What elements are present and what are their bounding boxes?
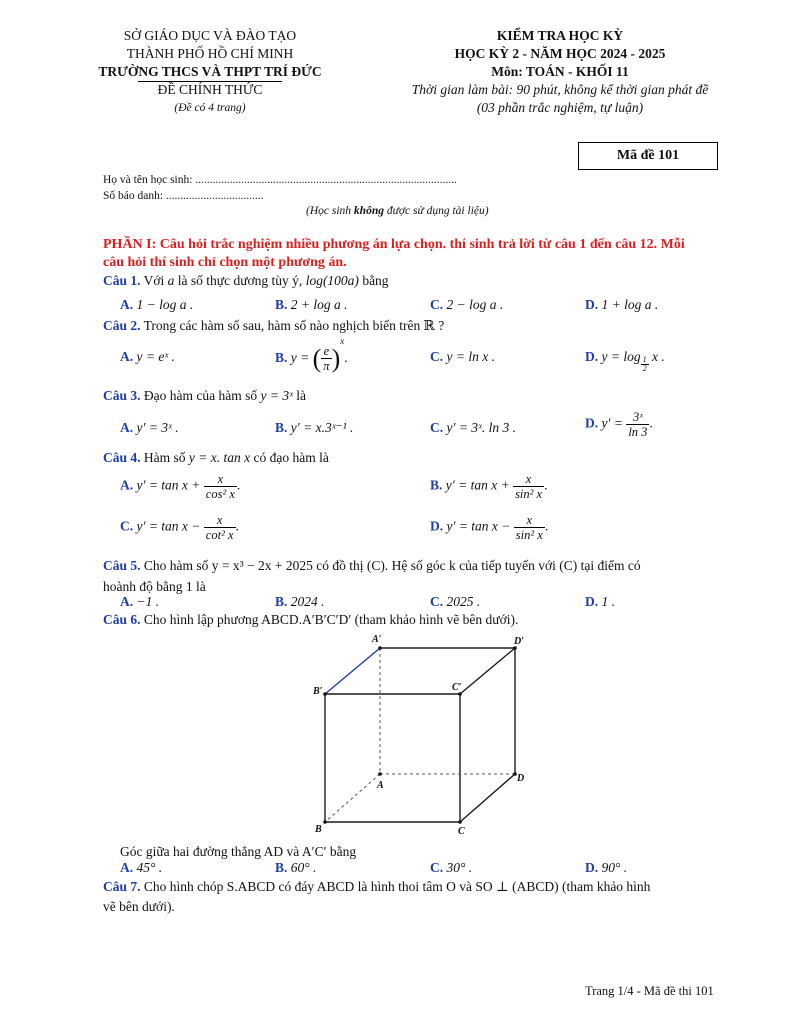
q6-option-d[interactable]: D. 90° . <box>585 860 628 875</box>
q5-option-b[interactable]: B. 2024 . <box>275 594 325 609</box>
question-6 <box>103 611 518 629</box>
label-c: C <box>458 826 465 837</box>
official-label: ĐỀ CHÍNH THỨC <box>30 81 390 99</box>
question-2 <box>103 317 444 335</box>
label-a1: A′ <box>372 634 382 645</box>
exam-code-box: Mã đề 101 <box>578 142 718 170</box>
q7-line2: vẽ bên dưới). <box>103 899 175 914</box>
q6-option-a[interactable]: A. 45° . <box>120 860 163 875</box>
edge-b1a1 <box>325 648 380 694</box>
label-b: B <box>315 824 322 835</box>
time-line: Thời gian làm bài: 90 phút, không kể thời gian phát đề <box>411 82 709 97</box>
q2-text: Trong các hàm số sau, hàm số nào nghịch biến trên ℝ ? <box>143 318 445 333</box>
page-count-note: (Đề có 4 trang) <box>174 102 246 114</box>
question-4 <box>103 449 329 467</box>
q3-option-a[interactable]: A. y′ = 3ˣ . <box>120 420 179 435</box>
q3-option-c[interactable]: C. y′ = 3ˣ. ln 3 . <box>430 420 516 435</box>
label-c1: C′ <box>452 682 462 693</box>
q5-option-a[interactable]: A. −1 . <box>120 594 160 609</box>
question-5 <box>103 555 723 597</box>
q2-option-b[interactable]: B. y = ( $\frac{e}{\pi}$ )$^x$. <box>275 336 348 374</box>
q6-option-b[interactable]: B. 60° . <box>275 860 317 875</box>
q4-text: Hàm số <box>143 450 186 465</box>
q4-option-a[interactable]: A. y′ = tan x + $\frac{x}{\text{cos² x}}$ . <box>120 472 241 501</box>
question-3 <box>103 387 306 405</box>
q5-option-d[interactable]: D. 1 . <box>585 594 615 609</box>
question-label: Câu 7. <box>103 879 141 894</box>
q4-expr: y = x. tan x <box>188 450 251 465</box>
question-label: Câu 5. <box>103 558 141 573</box>
q6-option-c[interactable]: C. 30° . <box>430 860 473 875</box>
page-footer: Trang 1/4 - Mã đề thi 101 <box>585 984 714 998</box>
school-header <box>30 27 390 117</box>
q6-question: Góc giữa hai đường thẳng AD và A′C′ bằng <box>120 844 357 859</box>
q6-text: Cho hình lập phương ABCD.A′B′C′D′ (tham khảo hình vẽ bên dưới). <box>143 612 519 627</box>
question-label: Câu 1. <box>103 273 141 288</box>
exam-header <box>350 27 770 117</box>
school-name: TRƯỜNG THCS VÀ THPT TRÍ ĐỨC <box>98 64 322 79</box>
exam-title: KIỂM TRA HỌC KỲ <box>496 28 624 43</box>
q4-option-c[interactable]: C. y′ = tan x − $\frac{x}{\text{cot² x}}$ . <box>120 513 239 542</box>
q5-line2: hoành độ bằng 1 là <box>103 579 206 594</box>
q5-option-c[interactable]: C. 2025 . <box>430 594 481 609</box>
edge-cd <box>460 774 515 822</box>
q4-text-b: có đạo hàm là <box>253 450 329 465</box>
question-label: Câu 4. <box>103 450 141 465</box>
q4-option-d[interactable]: D. y′ = tan x − $\frac{x}{\text{sin² x}}$ . <box>430 513 549 542</box>
student-id-line: Số báo danh: .................................. <box>103 190 264 202</box>
q5-line1: Câu 5. Cho hàm số y = x³ − 2x + 2025 có đồ thị (C). Hệ số góc k của tiếp tuyến với (C) tại điểm có <box>103 558 641 573</box>
label-d1: D′ <box>514 636 525 647</box>
q2-option-c[interactable]: C. y = ln x . <box>430 349 495 364</box>
q1-option-b[interactable]: B. 2 + log a . <box>275 297 348 312</box>
q2-option-d[interactable]: D. y = log $\frac{1}{2}$ x . <box>585 349 665 373</box>
student-name-line: Họ và tên học sinh: ........................................................................................... <box>103 174 457 186</box>
question-label: Câu 3. <box>103 388 141 403</box>
q3-text: Đạo hàm của hàm số <box>143 388 258 403</box>
part1-heading-line2: câu hỏi thí sinh chỉ chọn một phương án. <box>103 255 347 270</box>
subject-line: Môn: TOÁN - KHỐI 11 <box>491 64 629 79</box>
edge-ab-hidden <box>325 774 380 822</box>
semester-line: HỌC KỲ 2 - NĂM HỌC 2024 - 2025 <box>454 46 666 61</box>
q3-option-d[interactable]: D. y′ = $\frac{\text{3ˣ}}{\ln 3}$ . <box>585 410 653 439</box>
q3-option-b[interactable]: B. y′ = x.3ˣ⁻¹ . <box>275 420 354 435</box>
q7-line1: Câu 7. Cho hình chóp S.ABCD có đáy ABCD là hình thoi tâm O và SO ⊥ (ABCD) (tham khảo hình <box>103 879 651 894</box>
q1-text-a: Với <box>143 273 165 288</box>
cube-figure <box>300 628 540 840</box>
q1-text-c: bằng <box>362 273 389 288</box>
q1-var: a <box>167 273 175 288</box>
q1-option-a[interactable]: A. 1 − log a . <box>120 297 194 312</box>
q1-option-c[interactable]: C. 2 − log a . <box>430 297 504 312</box>
q1-option-d[interactable]: D. 1 + log a . <box>585 297 659 312</box>
dept-line: SỞ GIÁO DỤC VÀ ĐÀO TẠO <box>123 28 297 43</box>
materials-note: (Học sinh không được sử dụng tài liệu) <box>306 205 489 217</box>
q4-option-b[interactable]: B. y′ = tan x + $\frac{x}{\text{sin² x}}$ . <box>430 472 548 501</box>
question-label: Câu 6. <box>103 612 141 627</box>
question-7 <box>103 877 723 917</box>
part1-heading-line1: PHẦN I: Câu hỏi trắc nghiệm nhiều phương án lựa chọn. thí sinh trả lời từ câu 1 đến câu 12. Mỗi <box>103 237 685 252</box>
q3-expr: y = 3ˣ <box>260 388 293 403</box>
question-label: Câu 2. <box>103 318 141 333</box>
label-a: A <box>377 780 384 791</box>
edge-c1d1 <box>460 648 515 694</box>
q1-text-b: là số thực dương tùy ý, <box>177 273 303 288</box>
question-1 <box>103 272 389 290</box>
q1-expr: log(100a) <box>305 273 359 288</box>
q3-text-b: là <box>296 388 307 403</box>
q2-option-a[interactable]: A. y = eˣ . <box>120 349 175 364</box>
parts-line: (03 phần trắc nghiệm, tự luận) <box>476 100 644 115</box>
city-line: THÀNH PHỐ HỒ CHÍ MINH <box>126 46 294 61</box>
part1-heading <box>103 236 723 272</box>
label-d: D <box>517 773 525 784</box>
label-b1: B′ <box>313 686 323 697</box>
